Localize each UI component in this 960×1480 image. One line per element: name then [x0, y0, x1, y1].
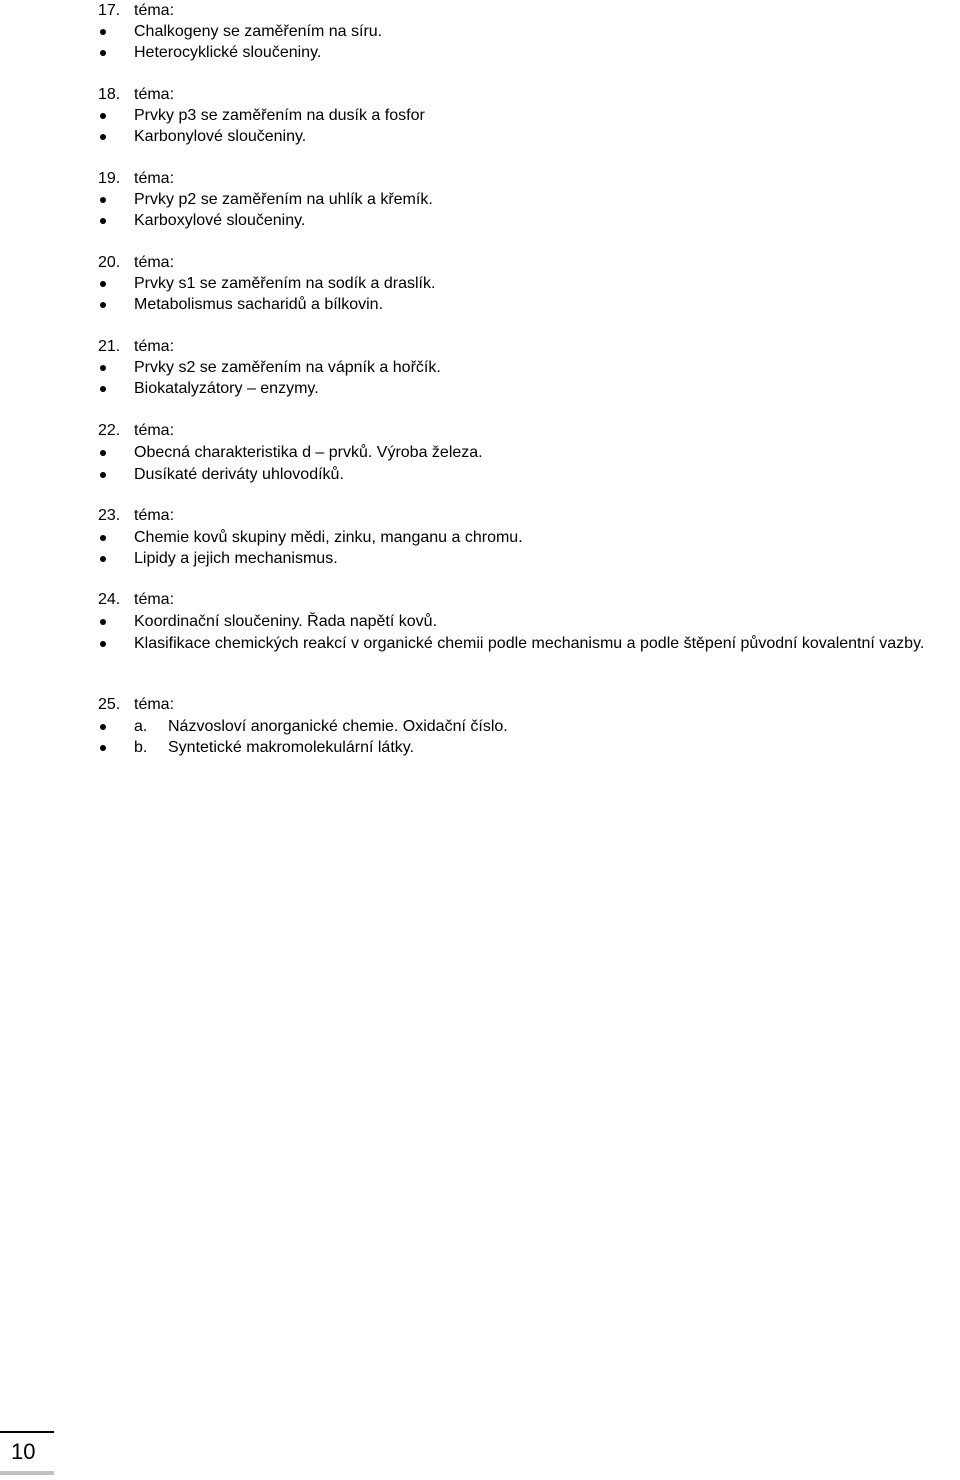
list-item-text: Prvky s1 se zaměřením na sodík a draslík. [134, 275, 436, 292]
topic-label: téma: [134, 254, 175, 271]
list-item-text: Chalkogeny se zaměřením na síru. [134, 23, 383, 40]
topic-label: téma: [134, 696, 175, 713]
topic-number: 20. [98, 254, 121, 271]
bullet-icon [100, 724, 106, 730]
bullet-icon [100, 281, 106, 287]
list-item-text [134, 716, 960, 737]
list-item-text: Karboxylové sloučeniny. [134, 212, 306, 229]
topic-heading [98, 505, 174, 526]
list-item-text: Karbonylové sloučeniny. [134, 128, 307, 145]
list-item-text: Klasifikace chemických reakcí v organické chemii podle mechanismu a podle štěpení původní kovalentní vazby. [134, 635, 925, 652]
bullet-icon [100, 472, 106, 478]
bullet-icon [100, 50, 106, 56]
topic-number: 25. [98, 696, 121, 713]
list-item-text: Metabolismus sacharidů a bílkovin. [134, 296, 384, 313]
item-letter: b. [134, 739, 148, 756]
list-item-text: Dusíkaté deriváty uhlovodíků. [134, 466, 344, 483]
bullet-icon [100, 134, 106, 140]
footer-underline [0, 1471, 54, 1475]
item-letter-text: Názvosloví anorganické chemie. Oxidační číslo. [168, 718, 508, 735]
topic-heading [98, 336, 174, 357]
topic-number: 21. [98, 338, 121, 355]
topic-label: téma: [134, 338, 175, 355]
topic-label: téma: [134, 170, 175, 187]
bullet-icon [100, 641, 106, 647]
list-item-text: Prvky p3 se zaměřením na dusík a fosfor [134, 107, 425, 124]
bullet-icon [100, 386, 106, 392]
bullet-icon [100, 745, 106, 751]
topic-number: 19. [98, 170, 121, 187]
topic-label: téma: [134, 591, 175, 608]
topic-number: 23. [98, 507, 121, 524]
bullet-icon [100, 218, 106, 224]
bullet-icon [100, 197, 106, 203]
bullet-icon [100, 619, 106, 625]
list-item-text [134, 737, 960, 758]
bullet-icon [100, 29, 106, 35]
bullet-icon [100, 535, 106, 541]
topic-heading [98, 168, 174, 189]
topic-heading [98, 694, 174, 715]
topic-label: téma: [134, 86, 175, 103]
topic-label: téma: [134, 2, 175, 19]
list-item-text: Heterocyklické sloučeniny. [134, 44, 322, 61]
page-number: 10 [11, 1439, 36, 1464]
bullet-icon [100, 556, 106, 562]
topic-heading [98, 252, 174, 273]
list-item-text: Obecná charakteristika d – prvků. Výroba železa. [134, 444, 483, 461]
topic-heading [98, 420, 174, 441]
bullet-icon [100, 450, 106, 456]
list-item-text: Koordinační sloučeniny. Řada napětí kovů. [134, 613, 438, 630]
topic-heading [98, 589, 174, 610]
item-letter-text: Syntetické makromolekulární látky. [168, 739, 415, 756]
topic-number: 24. [98, 591, 121, 608]
bullet-icon [100, 302, 106, 308]
topic-label: téma: [134, 422, 175, 439]
topic-label: téma: [134, 507, 175, 524]
list-item-text: Prvky s2 se zaměřením na vápník a hořčík. [134, 359, 441, 376]
topic-number: 18. [98, 86, 121, 103]
footer-rule [0, 1431, 54, 1433]
topic-number: 17. [98, 2, 121, 19]
item-letter: a. [134, 718, 148, 735]
list-item-text: Lipidy a jejich mechanismus. [134, 550, 338, 567]
topic-heading [98, 84, 174, 105]
topic-number: 22. [98, 422, 121, 439]
topic-heading [98, 0, 174, 21]
list-item-text: Prvky p2 se zaměřením na uhlík a křemík. [134, 191, 433, 208]
list-item-text: Biokatalyzátory – enzymy. [134, 380, 319, 397]
list-item-text: Chemie kovů skupiny mědi, zinku, manganu a chromu. [134, 529, 523, 546]
bullet-icon [100, 113, 106, 119]
bullet-icon [100, 365, 106, 371]
